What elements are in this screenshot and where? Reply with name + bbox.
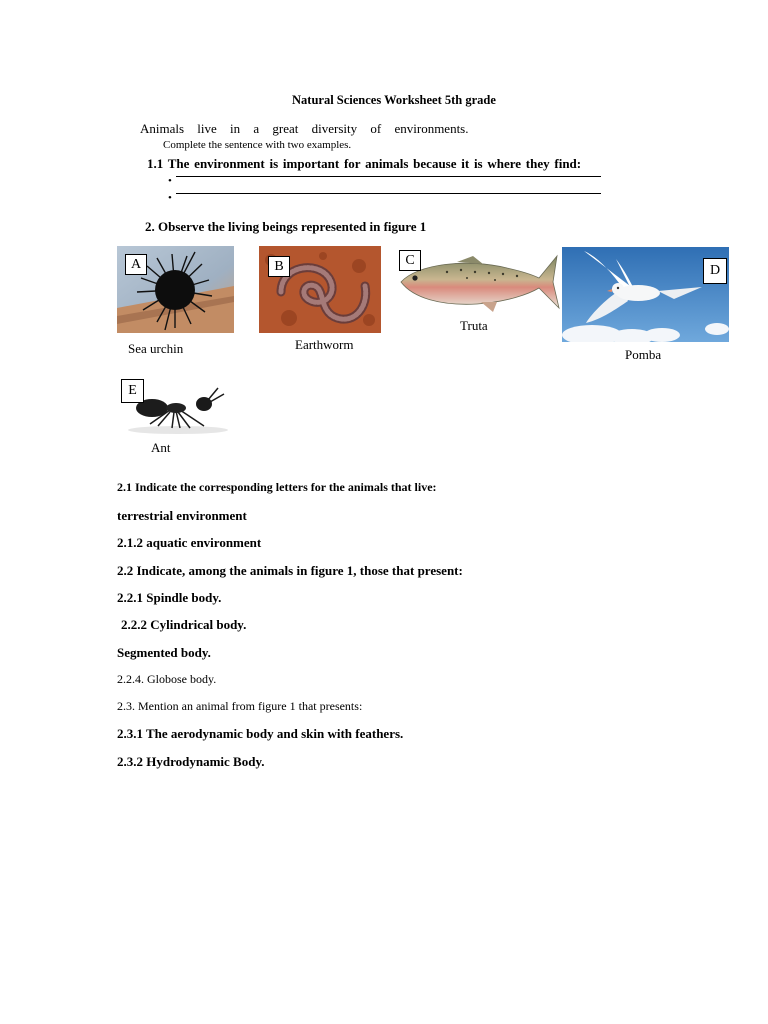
question-2-2-2: 2.2.2 Cylindrical body. (121, 617, 247, 632)
instruction-text: Complete the sentence with two examples. (163, 139, 352, 151)
answer-line-1[interactable] (176, 176, 601, 177)
question-2-3-2: 2.3.2 Hydrodynamic Body. (117, 754, 265, 769)
question-2-1-2: 2.1.2 aquatic environment (117, 535, 262, 550)
question-2: 2. Observe the living beings represented in figure 1 (145, 219, 427, 234)
question-2-2: 2.2 Indicate, among the animals in figure 1, those that present: (117, 563, 463, 578)
bullet-marker-1: • (168, 175, 172, 187)
question-2-3: 2.3. Mention an animal from figure 1 that presents: (117, 699, 363, 713)
caption-sea-urchin: Sea urchin (128, 341, 184, 356)
caption-earthworm: Earthworm (295, 337, 354, 352)
question-1-1: 1.1 The environment is important for animals because it is where they find: (147, 156, 582, 171)
question-2-1: 2.1 Indicate the corresponding letters for the animals that live: (117, 480, 437, 494)
question-segmented: Segmented body. (117, 645, 211, 660)
trout-image (397, 246, 562, 318)
letter-a-label: A (125, 254, 147, 275)
question-2-2-4: 2.2.4. Globose body. (117, 672, 217, 686)
worksheet-title: Natural Sciences Worksheet 5th grade (292, 93, 496, 107)
answer-line-2[interactable] (176, 193, 601, 194)
caption-ant: Ant (151, 440, 171, 455)
letter-d-label: D (703, 258, 727, 284)
intro-text: Animals live in a great diversity of environments. (140, 121, 469, 136)
bullet-marker-2: • (168, 192, 172, 204)
question-2-2-1: 2.2.1 Spindle body. (117, 590, 222, 605)
letter-b-label: B (268, 256, 290, 277)
letter-c-label: C (399, 250, 421, 271)
question-2-3-1: 2.3.1 The aerodynamic body and skin with feathers. (117, 726, 404, 741)
caption-dove: Pomba (625, 347, 662, 362)
trout-photo (397, 246, 562, 318)
letter-e-label: E (121, 379, 144, 403)
caption-trout: Truta (460, 318, 488, 333)
question-terrestrial: terrestrial environment (117, 508, 247, 523)
